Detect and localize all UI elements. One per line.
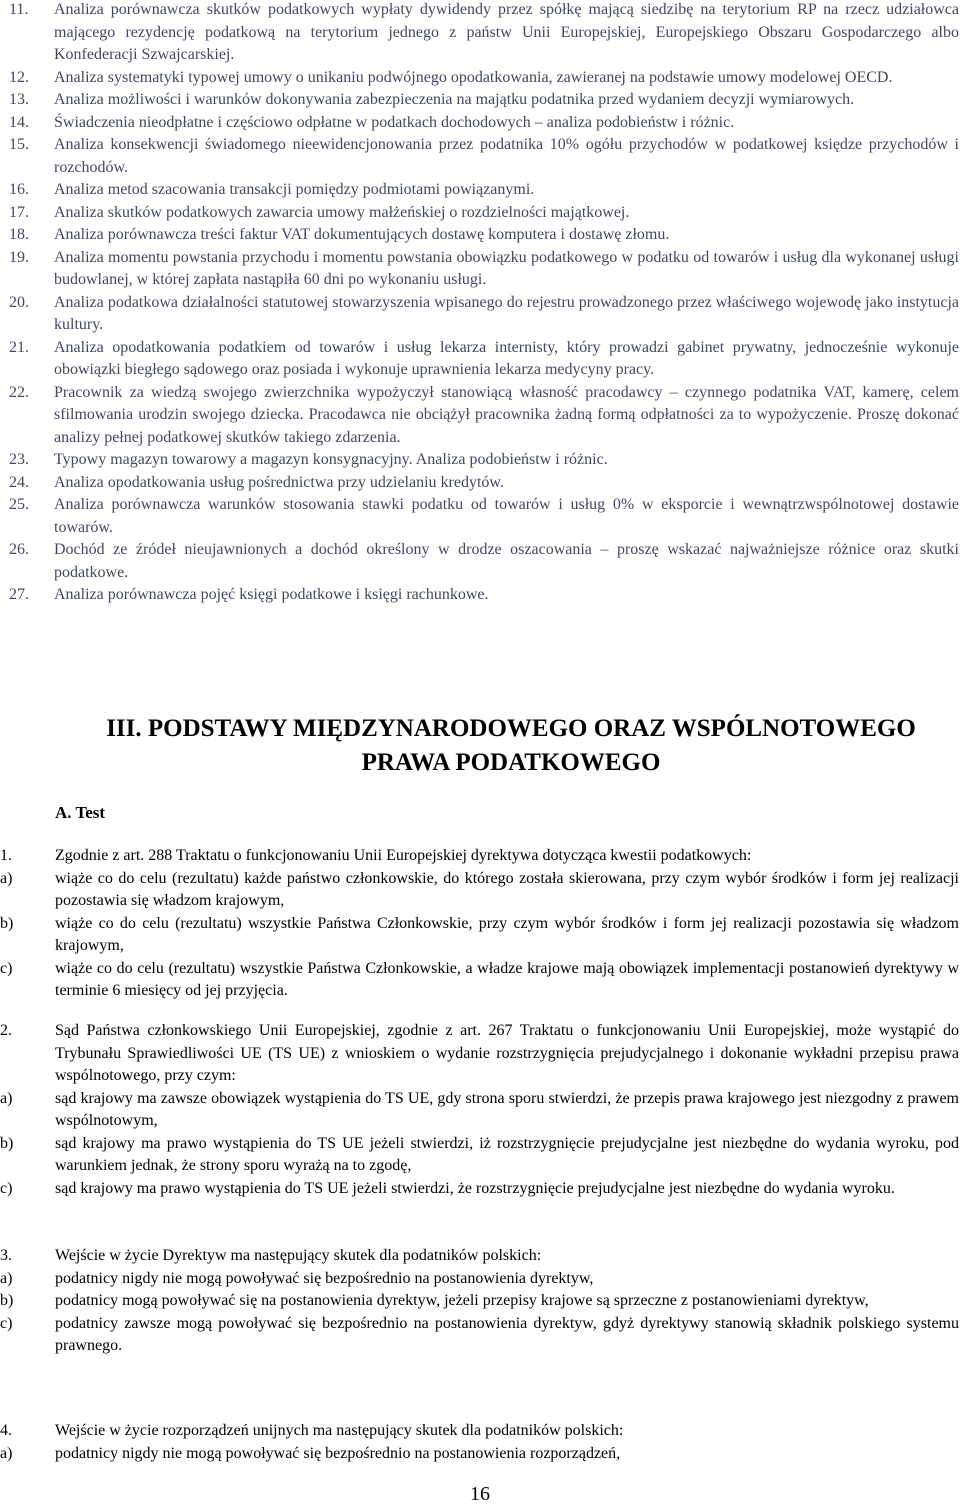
question-4 [0,1420,959,1465]
list-item-text: Analiza metod szacowania transakcji pomiędzy podmiotami powiązanymi. [54,181,535,198]
question-3 [0,1245,959,1358]
list-item [9,494,959,539]
answer-option-letter: a) [0,1269,13,1287]
list-item [9,89,959,112]
list-item [9,224,959,247]
answer-option-text: podatnicy zawsze mogą powoływać się bezpośrednio na postanowienia dyrektyw, gdyż dyrektywy stanowią składnik polskiego systemu prawnego. [55,1314,959,1354]
answer-option-letter: b) [0,1134,14,1152]
list-item-number: 16. [9,181,29,198]
answer-option [0,868,959,913]
answer-option-letter: b) [0,1292,14,1309]
question-text: Sąd Państwa członkowskiego Unii Europejskiej, zgodnie z art. 267 Traktatu o funkcjonowaniu Unii Europejskiej, może wystąpić do Trybunału Sprawiedliwości UE (TS UE) z wnioskiem o wydanie rozstrzygnięcia prejudycjalnego i dokonanie wykładni przepisu prawa wspólnotowego, przy czym: [55,1022,959,1084]
list-item-number: 20. [9,293,29,311]
list-item-number: 23. [9,451,29,468]
answer-option-text: sąd krajowy ma zawsze obowiązek wystąpienia do TS UE, gdy strona sporu stwierdzi, że przepis prawa krajowego jest niezgodny z prawem wspólnotowym, [55,1089,959,1129]
list-item-number: 12. [9,68,29,86]
list-item [9,134,959,179]
list-item-text: Analiza porównawcza skutków podatkowych wypłaty dywidendy przez spółkę mającą siedzibę na terytorium RP na rzecz udziałowca mającego rezydencję podatkową na terytorium jednego z państw Unii Europejskiej, Europejskiego Obszaru Gospodarczego albo Konfederacji Szwajcarskiej. [54,1,959,63]
question-number: 3. [0,1247,12,1264]
essay-topic-list [9,0,959,607]
list-item [9,449,959,472]
list-item-number: 15. [9,136,29,153]
answer-option [0,1313,959,1358]
answer-option-text: wiąże co do celu (rezultatu) wszystkie Państwa Członkowskie, a władze krajowe mają obowiązek implementacji postanowień dyrektywy w terminie 6 miesięcy od jej przyjęcia. [55,959,959,999]
question-number: 1. [0,847,12,864]
list-item-number: 11. [9,1,29,18]
list-item [9,292,959,337]
answer-option-letter: a) [0,869,13,887]
list-item-number: 27. [9,586,29,603]
list-item [9,247,959,292]
answer-option [0,1268,959,1291]
answer-option [0,1290,959,1313]
answer-option [0,1178,959,1201]
list-item-number: 17. [9,203,29,221]
list-item-number: 26. [9,541,29,558]
subsection-heading: A. Test [55,803,106,822]
answer-option-text: sąd krajowy ma prawo wystąpienia do TS UE jeżeli stwierdzi, że rozstrzygnięcie prejudycjalne jest niezbędne do wydania wyroku. [55,1179,895,1197]
answer-option [0,1443,959,1466]
section-heading-line-1: III. PODSTAWY MIĘDZYNARODOWEGO ORAZ WSPÓLNOTOWEGO [106,715,916,742]
question-2 [0,1020,959,1200]
list-item-text: Pracownik za wiedzą swojego zwierzchnika wypożyczył stanowiącą własność pracodawcy – czynnego podatnika VAT, kamerę, celem sfilmowania urodzin swojego dziecka. Pracodawca nie obciążył pracownika żadną formą odpłatności za to wypożyczenie. Proszę dokonać analizy pełnej podatkowej skutków takiego zdarzenia. [54,383,959,446]
list-item [9,539,959,584]
list-item-text: Analiza skutków podatkowych zawarcia umowy małżeńskiej o rozdzielności majątkowej. [54,203,630,221]
page-number: 16 [470,1483,490,1505]
answer-option-text: podatnicy mogą powoływać się na postanowienia dyrektyw, jeżeli przepisy krajowe są sprzeczne z postanowieniami dyrektyw, [55,1292,869,1309]
question-number: 4. [0,1422,12,1439]
answer-option-letter: c) [0,1314,13,1332]
list-item-number: 13. [9,91,29,108]
list-item [9,202,959,225]
list-item [9,472,959,495]
list-item [9,337,959,382]
answer-option-text: wiąże co do celu (rezultatu) każde państwo członkowskie, do którego została skierowana, przy czym wybór środków i form jej realizacji pozostawia się władzom krajowym, [55,869,959,909]
list-item-number: 24. [9,473,29,491]
list-item-number: 25. [9,496,29,513]
section-heading-line-2: PRAWA PODATKOWEGO [361,749,661,776]
list-item [9,584,959,607]
list-item [9,67,959,90]
question-1 [0,845,959,1003]
list-item-number: 19. [9,248,29,266]
answer-option-text: podatnicy nigdy nie mogą powoływać się bezpośrednio na postanowienia rozporządzeń, [55,1444,621,1462]
list-item [9,112,959,135]
answer-option-letter: a) [0,1444,13,1462]
list-item [9,179,959,202]
answer-option-letter: c) [0,1179,13,1197]
question-stem [0,1020,959,1088]
list-item-text: Typowy magazyn towarowy a magazyn konsygnacyjny. Analiza podobieństw i różnic. [54,451,608,468]
answer-option-letter: b) [0,914,14,932]
list-item-text: Świadczenia nieodpłatne i częściowo odpłatne w podatkach dochodowych – analiza podobieństw i różnic. [54,113,735,131]
list-item-text: Analiza porównawcza warunków stosowania stawki podatku od towarów i usług 0% w eksporcie i wewnątrzwspólnotowej dostawie towarów. [54,496,959,536]
list-item [9,0,959,67]
question-text: Wejście w życie Dyrektyw ma następujący skutek dla podatników polskich: [55,1247,542,1264]
answer-option [0,1133,959,1178]
question-number: 2. [0,1022,12,1039]
list-item-number: 22. [9,383,29,401]
list-item-text: Analiza porównawcza pojęć księgi podatkowe i księgi rachunkowe. [54,586,489,603]
list-item-text: Analiza konsekwencji świadomego nieewidencjonowania przez podatnika 10% ogółu przychodów w podatkowej księdze przychodów i rozchodów. [54,136,959,176]
list-item-text: Analiza porównawcza treści faktur VAT dokumentujących dostawę komputera i dostawę złomu. [54,226,670,243]
answer-option-text: podatnicy nigdy nie mogą powoływać się bezpośrednio na postanowienia dyrektyw, [55,1269,594,1287]
answer-option [0,958,959,1003]
list-item-text: Analiza momentu powstania przychodu i momentu powstania obowiązku podatkowego w podatku od towarów i usług dla wykonanej usługi budowlanej, w której zapłata nastąpiła 60 dni po wykonaniu usługi. [54,248,959,288]
question-stem [0,1245,959,1268]
list-item-text: Dochód ze źródeł nieujawnionych a dochód określony w drodze oszacowania – proszę wskazać najważniejsze różnice oraz skutki podatkowe. [54,541,959,581]
answer-option-text: wiąże co do celu (rezultatu) wszystkie Państwa Członkowskie, przy czym wybór środków i form jej realizacji pozostawia się władzom krajowym, [55,914,959,954]
question-text: Wejście w życie rozporządzeń unijnych ma następujący skutek dla podatników polskich: [55,1422,624,1439]
answer-option-letter: a) [0,1089,13,1107]
list-item-text: Analiza podatkowa działalności statutowej stowarzyszenia wpisanego do rejestru prowadzonego przez właściwego wojewodę jako instytucja kultury. [54,293,959,333]
list-item-number: 14. [9,113,29,131]
list-item-number: 18. [9,226,29,243]
list-item-text: Analiza opodatkowania usług pośrednictwa przy udzielaniu kredytów. [54,473,504,491]
list-item-number: 21. [9,338,29,356]
answer-option [0,1088,959,1133]
answer-option-letter: c) [0,959,13,977]
list-item-text: Analiza systematyki typowej umowy o unikaniu podwójnego opodatkowania, zawieranej na podstawie umowy modelowej OECD. [54,68,893,86]
question-text: Zgodnie z art. 288 Traktatu o funkcjonowaniu Unii Europejskiej dyrektywa dotycząca kwestii podatkowych: [55,847,752,864]
question-stem [0,1420,959,1443]
list-item-text: Analiza możliwości i warunków dokonywania zabezpieczenia na majątku podatnika przed wydaniem decyzji wymiarowych. [54,91,855,108]
list-item-text: Analiza opodatkowania podatkiem od towarów i usług lekarza internisty, który prowadzi gabinet prywatny, jednocześnie wykonuje obowiązki biegłego sądowego oraz posiada i wykonuje uprawnienia lekarza medycyny pracy. [54,338,959,378]
answer-option [0,913,959,958]
question-stem [0,845,959,868]
section-heading [0,712,960,780]
list-item [9,382,959,450]
answer-option-text: sąd krajowy ma prawo wystąpienia do TS UE jeżeli stwierdzi, iż rozstrzygnięcie prejudycjalne jest niezbędne do wydania wyroku, pod warunkiem jednak, że strony sporu wyrażą na to zgodę, [55,1134,959,1174]
